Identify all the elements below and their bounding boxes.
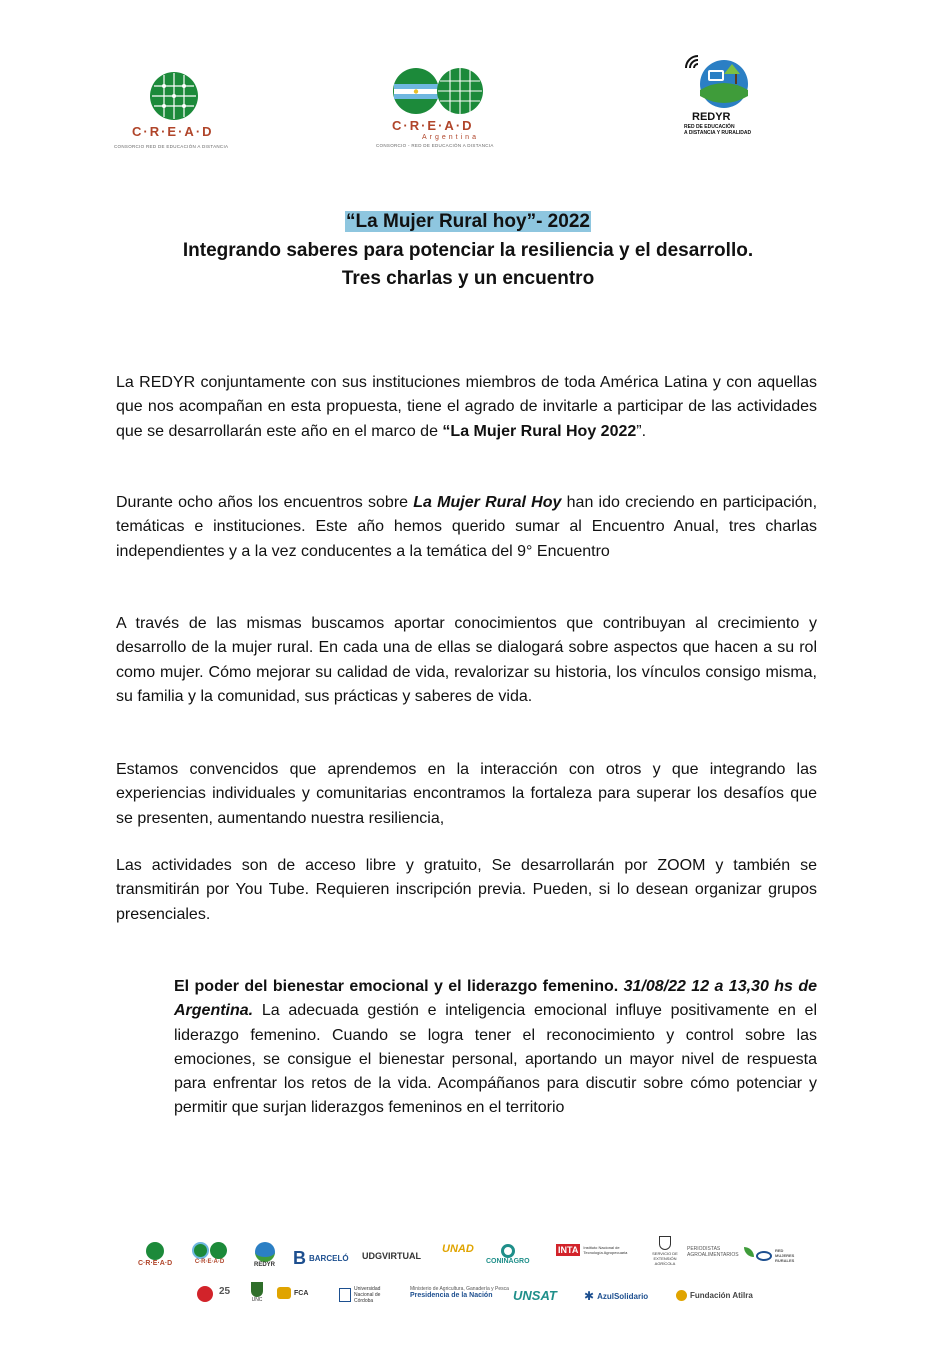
redyr-logo bbox=[676, 50, 762, 142]
document-subtitle-2: Tres charlas y un encuentro bbox=[341, 268, 595, 289]
paragraph-resilience: Estamos convencidos que aprendemos en la interacción con otros y que integrando las experiencias individuales y comunitarias encontramos la fortaleza para superar los desafíos que se presenten, aumentando nuestra resiliencia, bbox=[116, 761, 817, 827]
cread-country: Argentina bbox=[422, 134, 479, 141]
footer-fca-logo: FCA bbox=[277, 1287, 308, 1299]
footer-unad-logo: UNAD bbox=[442, 1243, 474, 1255]
leaf-icon bbox=[744, 1247, 754, 1257]
footer-unsat-logo: UNSAT bbox=[513, 1288, 557, 1303]
emblem-icon bbox=[197, 1286, 213, 1302]
cread-argentina-logo bbox=[346, 66, 498, 150]
footer-azulsolidario-logo: ✱ AzulSolidario bbox=[584, 1289, 649, 1303]
redyr-subtitle-2: A DISTANCIA Y RURALIDAD bbox=[684, 130, 752, 136]
footer-ministerio-logo: Ministerio de Agricultura, Ganadería y Pesca Presidencia de la Nación bbox=[410, 1286, 509, 1299]
redyr-subtitle-1: RED DE EDUCACIÓN bbox=[684, 124, 735, 130]
footer-extension-logo: SERVICIO DE EXTENSIÓN AGRÍCOLA bbox=[648, 1236, 682, 1266]
coninagro-ring-icon bbox=[501, 1244, 515, 1258]
talk-text: La adecuada gestión e inteligencia emocional influye positivamente en el liderazgo femenino. Cuando se logra tener el reconocimiento y control sobre las emociones, se consigue el bienestar personal, aportando un mayor nivel de respuesta para enfrentar los retos de la vida. Acompáñanos para discutir sobre cómo potenciar y permitir que surjan liderazgos femeninos en el territorio bbox=[174, 1002, 817, 1117]
shield-icon bbox=[251, 1282, 263, 1297]
footer-udgvirtual-logo: UDGVIRTUAL bbox=[362, 1251, 421, 1261]
footer-barcelo-logo: B BARCELÓ bbox=[293, 1248, 349, 1268]
crest-icon bbox=[339, 1288, 351, 1302]
redyr-emblem-icon bbox=[682, 50, 752, 110]
document-title bbox=[0, 211, 936, 233]
globe-icon bbox=[192, 1242, 209, 1259]
globe-icon bbox=[146, 1242, 164, 1260]
shield-icon bbox=[659, 1236, 671, 1250]
atilra-icon bbox=[676, 1290, 687, 1301]
event-name-bold: “La Mujer Rural Hoy 2022 bbox=[442, 422, 637, 440]
globe-icon bbox=[210, 1242, 227, 1259]
globe-icon bbox=[150, 72, 198, 120]
redyr-wordmark: REDYR bbox=[692, 111, 731, 123]
barcelo-b-icon: B bbox=[293, 1248, 306, 1268]
footer-cread-logo: C·R·E·A·D bbox=[138, 1242, 172, 1267]
redyr-emblem-icon bbox=[255, 1242, 275, 1262]
paragraph-intro: La REDYR conjuntamente con sus instituciones miembros de toda América Latina y con aquellas que nos acompañan en esta propuesta, tiene el agrado de invitarle a participar de las actividades que se desarrollarán este año en el marco de “La Mujer Rural Hoy 2022”. bbox=[116, 374, 817, 440]
footer-atilra-logo: Fundación Atilra bbox=[676, 1290, 753, 1301]
footer-redyr-logo: REDYR bbox=[254, 1242, 275, 1268]
cread-wordmark: C·R·E·A·D bbox=[392, 118, 474, 133]
cread-subtitle: CONSORCIO - RED DE EDUCACIÓN A DISTANCIA bbox=[376, 143, 494, 148]
cread-logo bbox=[112, 68, 238, 152]
talk-date: 31/08/22 12 a 13,30 hs de Argentina. bbox=[174, 978, 817, 1020]
footer-inta-logo: INTA Instituto Nacional de Tecnología Agropecuaria bbox=[558, 1245, 628, 1255]
globes-icon bbox=[392, 66, 484, 116]
footer-coninagro-logo: CONINAGRO bbox=[486, 1244, 530, 1265]
event-name-italic: La Mujer Rural Hoy bbox=[413, 494, 562, 511]
eye-icon bbox=[756, 1251, 772, 1261]
footer-unc-logo: Universidad Nacional de Córdoba bbox=[339, 1286, 386, 1304]
cread-subtitle: CONSORCIO RED DE EDUCACIÓN A DISTANCIA bbox=[114, 144, 229, 149]
fca-icon bbox=[277, 1287, 291, 1299]
footer-cread-argentina-logo: C·R·E·A·D bbox=[192, 1242, 227, 1265]
paragraph-access: Las actividades son de acceso libre y gratuito, Se desarrollarán por ZOOM y también se transmitirán por You Tube. Requieren inscripción previa. Pueden, si lo desean organizar grupos presenciales. bbox=[116, 857, 817, 923]
footer-shield-logo: UNC bbox=[251, 1282, 263, 1303]
talk-title: El poder del bienestar emocional y el liderazgo femenino. bbox=[174, 978, 619, 995]
talk-description bbox=[174, 975, 817, 1121]
paragraph-purpose: A través de las mismas buscamos aportar conocimientos que contribuyan al crecimiento y desarrollo de la mujer rural. En cada una de ellas se dialogará sobre aspectos que hacen a su rol como mujer. Cómo mejorar su calidad de vida, revalorizar su historia, los vínculos consigo misma, su familia y la comunidad, sus prácticas y saberes de vida. bbox=[116, 615, 817, 705]
people-icon: ✱ bbox=[584, 1289, 595, 1303]
title-highlight: “La Mujer Rural hoy”- 2022 bbox=[346, 211, 590, 232]
cread-wordmark: C·R·E·A·D bbox=[132, 124, 214, 139]
paragraph-history: Durante ocho años los encuentros sobre La Mujer Rural Hoy han ido creciendo en participación, temáticas e instituciones. Este año hemos querido sumar al Encuentro Anual, tres charlas independientes y a la vez conducentes a la temática del 9° Encuentro bbox=[116, 494, 818, 560]
footer-periodistas-logo: PERIODISTAS AGROALIMENTARIOS bbox=[687, 1246, 754, 1258]
footer-red-circle-logo bbox=[197, 1286, 213, 1302]
document-subtitle: Integrando saberes para potenciar la resiliencia y el desarrollo. bbox=[182, 240, 754, 261]
footer-mujeres-rurales-logo: RED MUJERES RURALES bbox=[756, 1248, 801, 1263]
footer-25-logo: 25 bbox=[219, 1286, 231, 1297]
